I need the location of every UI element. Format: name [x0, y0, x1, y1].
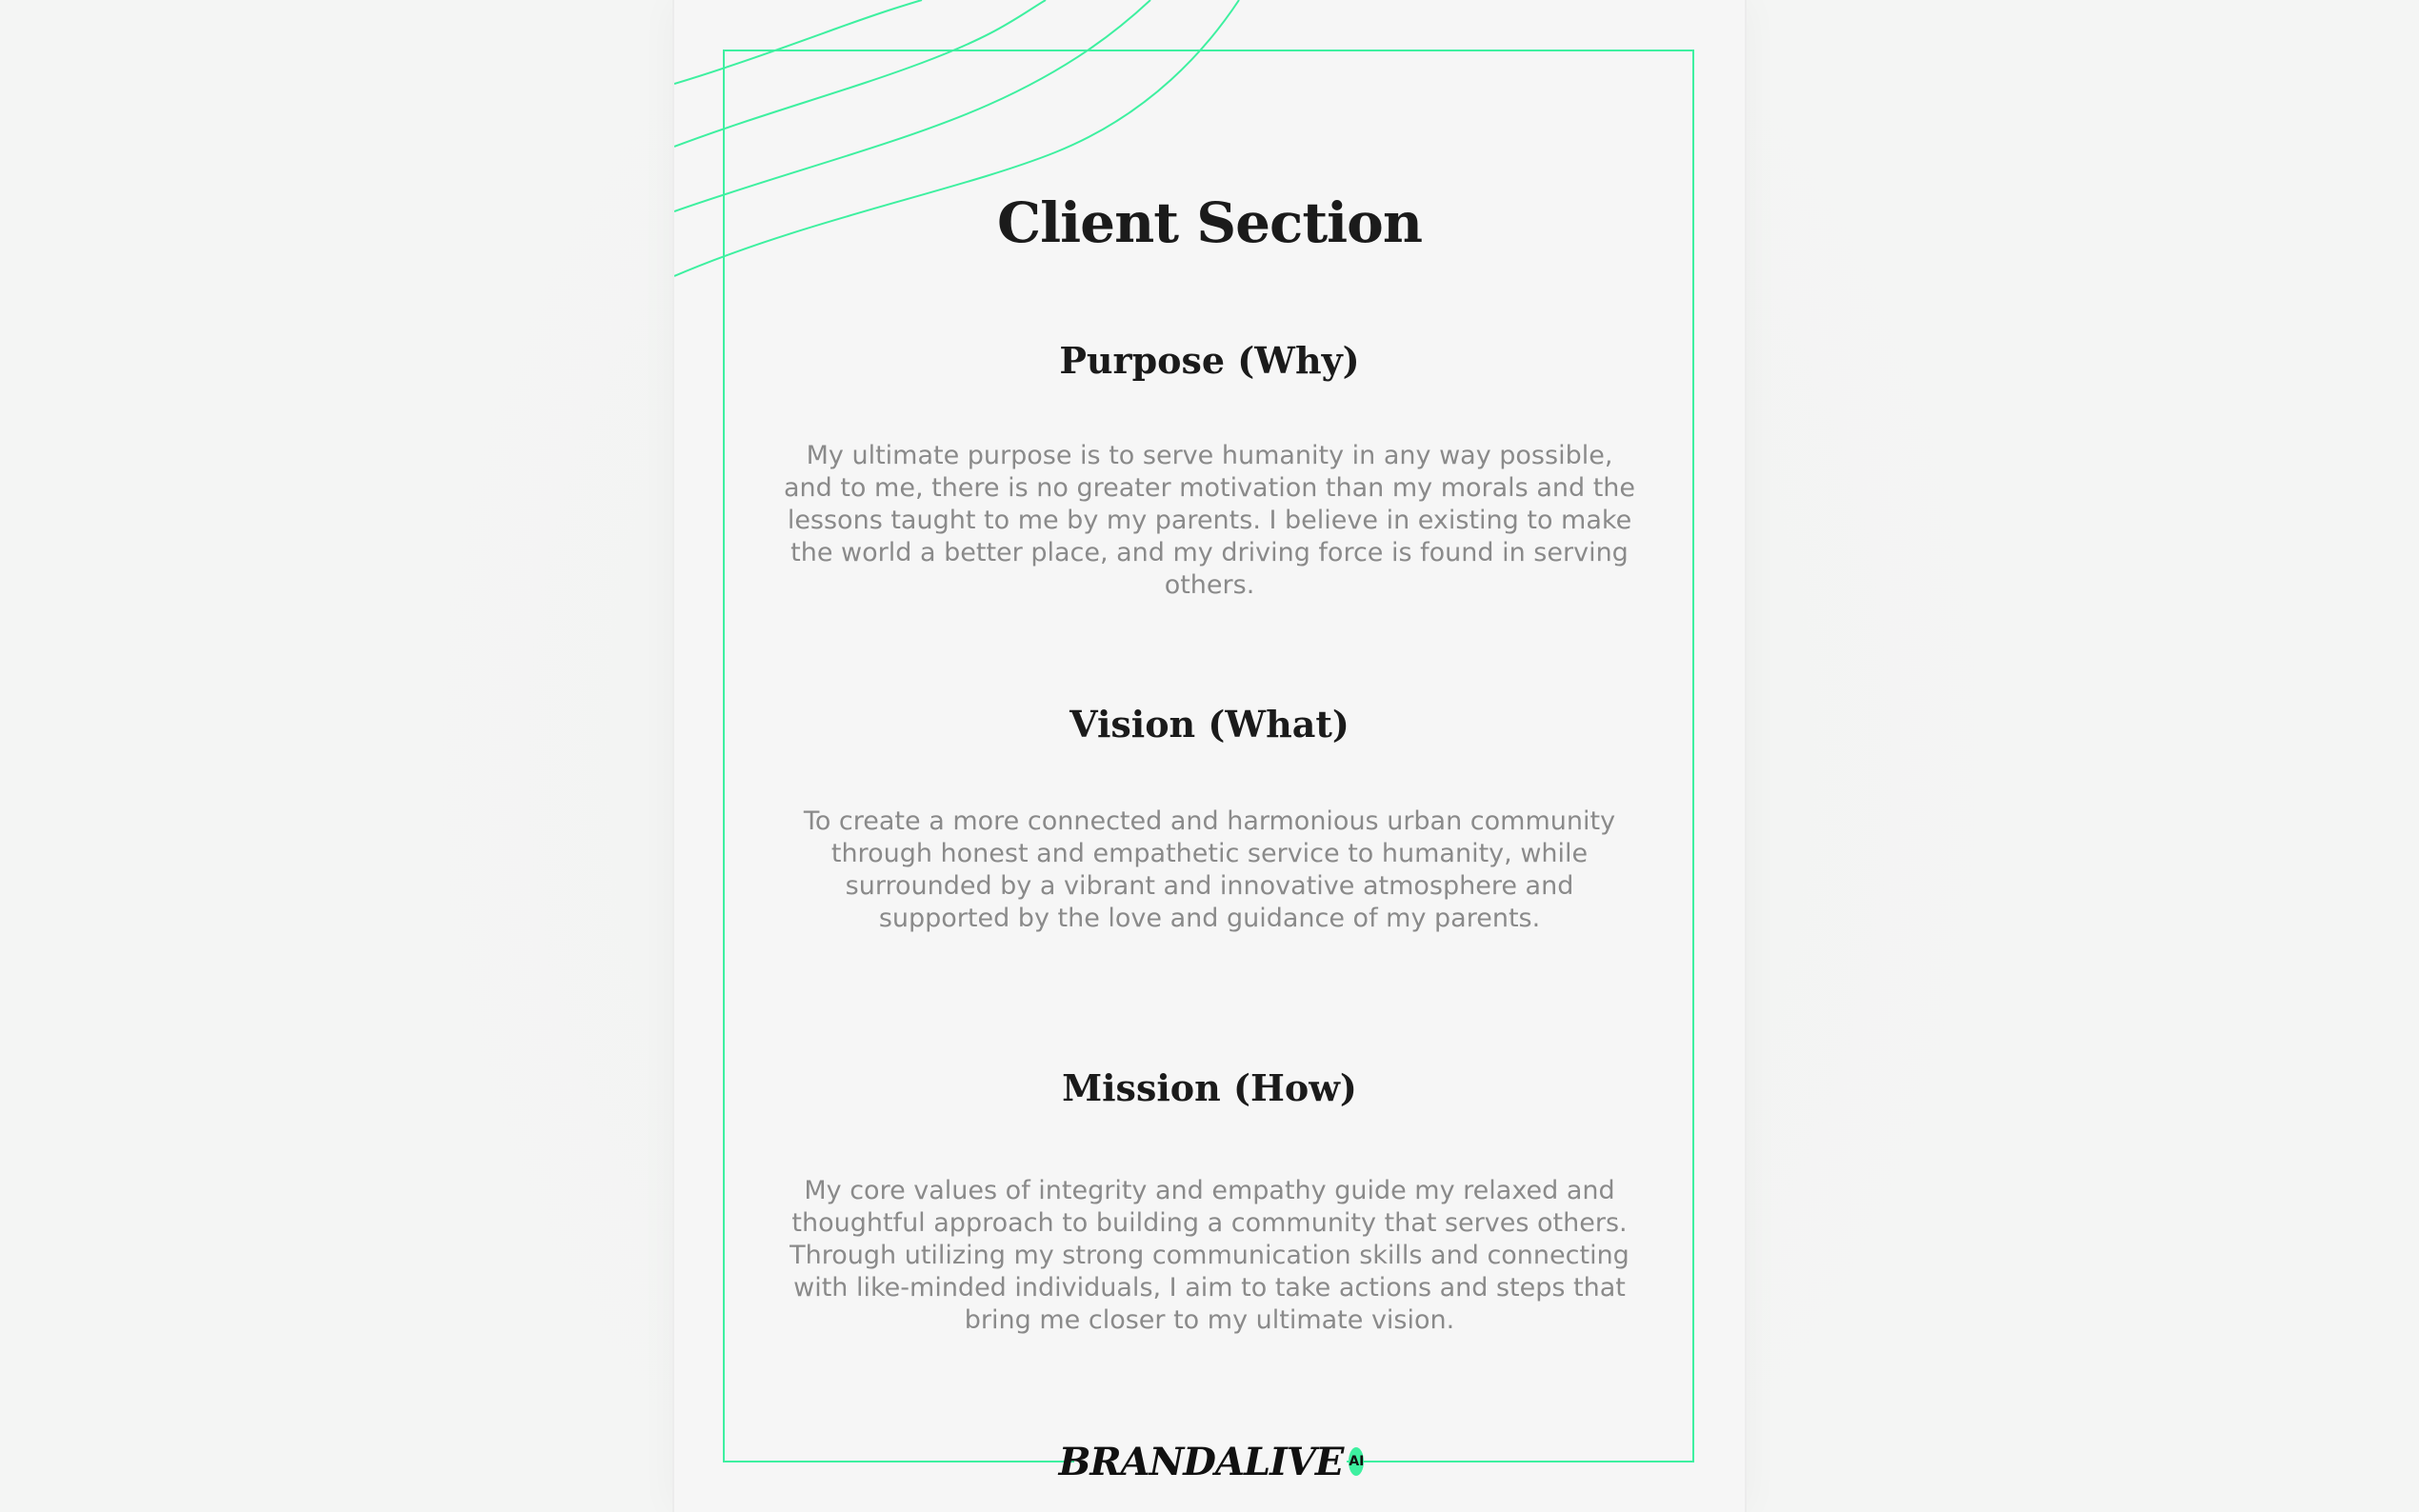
purpose-heading: Purpose (Why): [1059, 339, 1360, 382]
logo-ai-badge: AI: [1349, 1447, 1364, 1476]
vision-heading: Vision (What): [1070, 703, 1349, 746]
logo-wordmark: BRANDALIVE: [1058, 1439, 1344, 1484]
document-page: [674, 0, 1745, 1512]
mission-heading: Mission (How): [1062, 1066, 1357, 1109]
mission-body: My core values of integrity and empathy guide my relaxed and thoughtful approach to building a community that serves others. Through utilizing my strong communication skills and connecting with like-minded individuals, I aim to take actions and steps that bring me closer to my ultimate vision.: [790, 1176, 1629, 1335]
page-title: Client Section: [996, 190, 1423, 255]
purpose-body: My ultimate purpose is to serve humanity in any way possible, and to me, there is no greater motivation than my morals and the lessons taught to me by my parents. I believe in existing to make the world a better place, and my driving force is found in serving others.: [783, 441, 1636, 600]
brandalive-logo: [1058, 1436, 1365, 1487]
vision-body: To create a more connected and harmonious urban community through honest and empathetic service to humanity, while surrounded by a vibrant and innovative atmosphere and supported by the love and guidance of my parents.: [803, 806, 1616, 933]
